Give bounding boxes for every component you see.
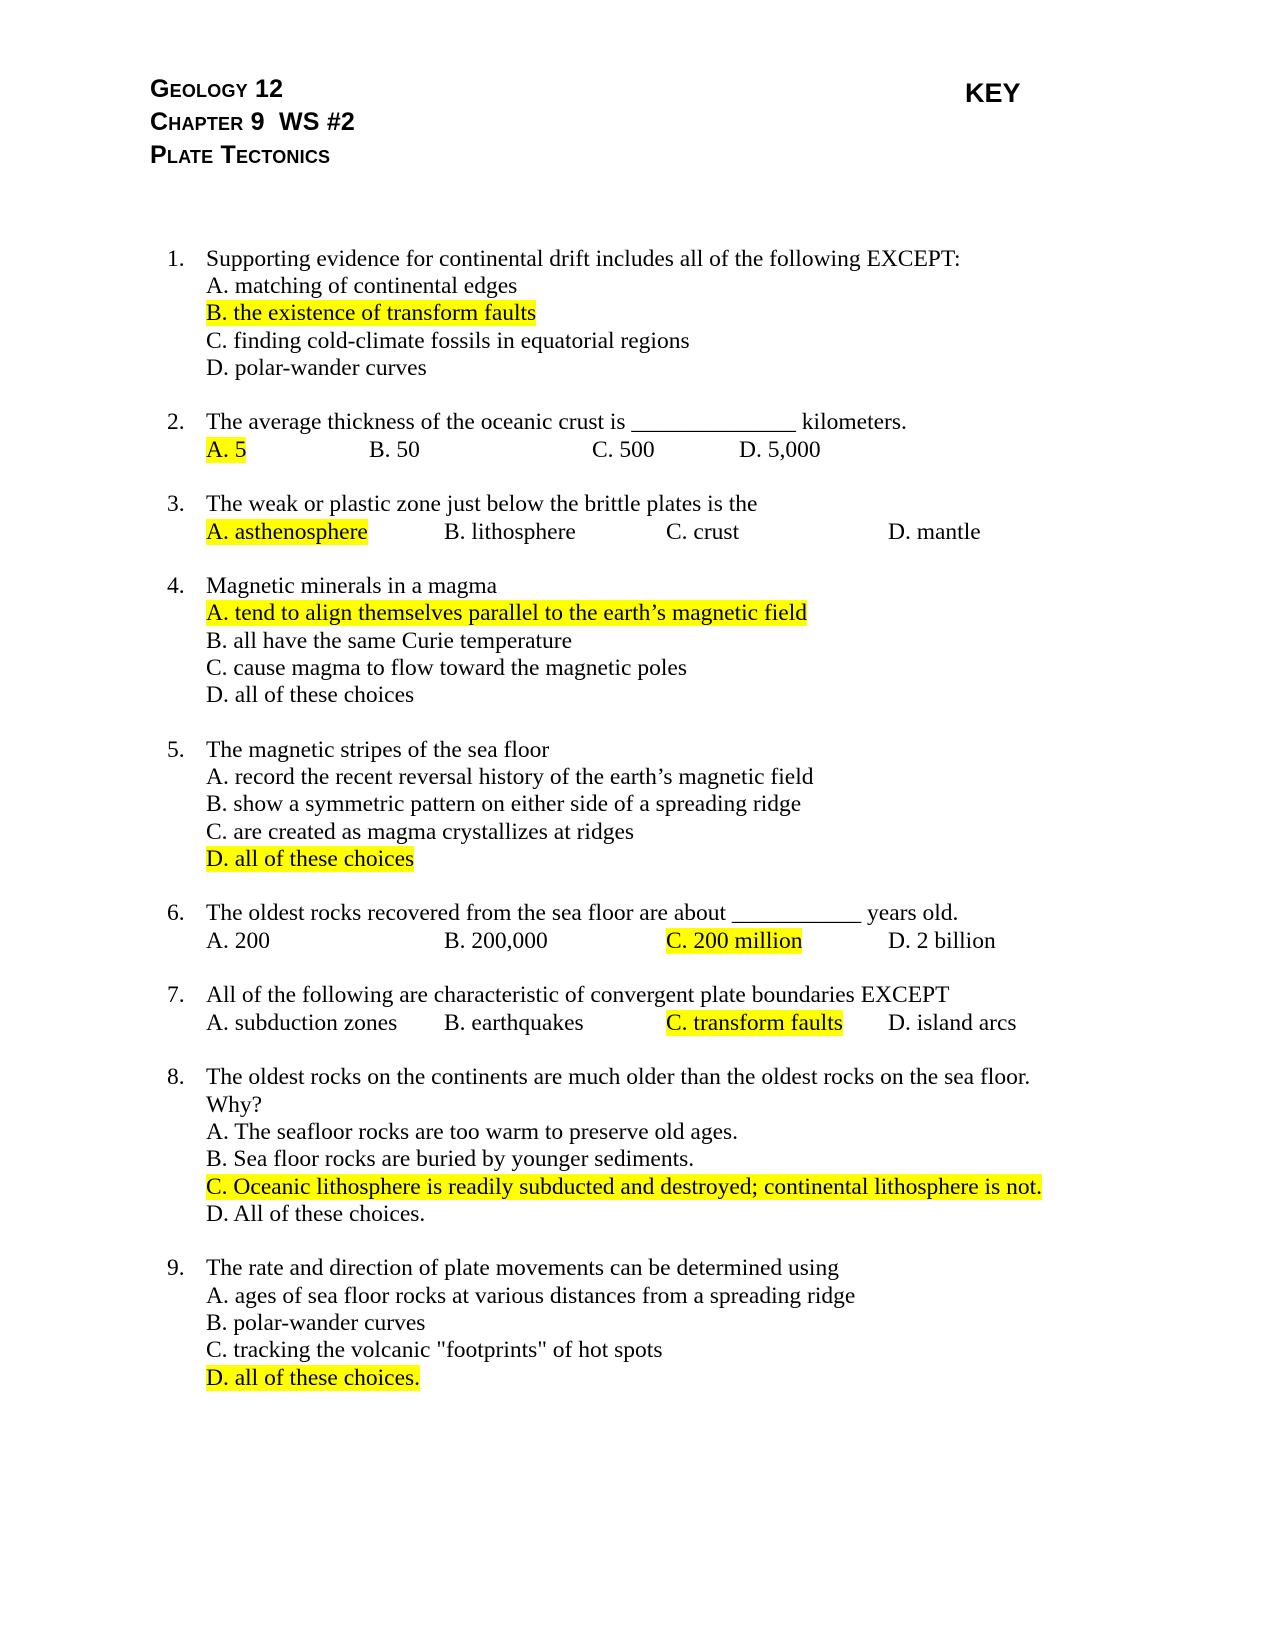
question-stem: The average thickness of the oceanic crust is ______________ kilometers. <box>206 409 907 435</box>
option-a: A. ages of sea floor rocks at various distances from a spreading ridge <box>206 1283 856 1309</box>
option-d: D. 5,000 <box>739 437 821 463</box>
option-a: A. subduction zones <box>206 1010 398 1036</box>
question-stem: The oldest rocks on the continents are much older than the oldest rocks on the sea floor. <box>206 1064 1031 1090</box>
option-a-correct: A. asthenosphere <box>206 519 368 545</box>
option-c: C. finding cold-climate fossils in equatorial regions <box>206 328 690 354</box>
question-number: 6. <box>167 900 185 926</box>
question-number: 3. <box>167 491 185 517</box>
question-stem: Magnetic minerals in a magma <box>206 573 498 599</box>
option-c: C. are created as magma crystallizes at ridges <box>206 819 635 845</box>
question-stem-continued: Why? <box>206 1092 263 1118</box>
question-stem: The rate and direction of plate movements can be determined using <box>206 1255 839 1281</box>
question-number: 8. <box>167 1064 185 1090</box>
question-number: 2. <box>167 409 185 435</box>
answer-key-label: KEY <box>965 78 1021 108</box>
option-d: D. polar-wander curves <box>206 355 427 381</box>
question-number: 4. <box>167 573 185 599</box>
option-b: B. Sea floor rocks are buried by younger sediments. <box>206 1146 695 1172</box>
option-b: B. show a symmetric pattern on either side of a spreading ridge <box>206 791 802 817</box>
option-d-correct: D. all of these choices <box>206 846 415 872</box>
option-d-correct: D. all of these choices. <box>206 1365 421 1391</box>
topic-title: Plate Tectonics <box>150 141 331 169</box>
question-stem: The oldest rocks recovered from the sea floor are about ___________ years old. <box>206 900 959 926</box>
chapter-label: Chapter 9 <box>150 108 265 136</box>
option-b: B. earthquakes <box>444 1010 584 1036</box>
option-b: B. 200,000 <box>444 928 548 954</box>
option-c: C. 500 <box>592 437 655 463</box>
option-c: C. tracking the volcanic "footprints" of hot spots <box>206 1337 663 1363</box>
question-stem: The weak or plastic zone just below the brittle plates is the <box>206 491 758 517</box>
worksheet-label: WS #2 <box>279 108 356 136</box>
option-a: A. The seafloor rocks are too warm to preserve old ages. <box>206 1119 739 1145</box>
option-b: B. 50 <box>369 437 420 463</box>
option-a: A. record the recent reversal history of the earth’s magnetic field <box>206 764 814 790</box>
chapter-line <box>150 110 355 135</box>
option-a: A. 200 <box>206 928 270 954</box>
question-number: 7. <box>167 982 185 1008</box>
option-b: B. all have the same Curie temperature <box>206 628 573 654</box>
option-b-correct: B. the existence of transform faults <box>206 300 537 326</box>
option-b: B. polar-wander curves <box>206 1310 426 1336</box>
option-c-correct: C. 200 million <box>666 928 803 954</box>
question-stem: Supporting evidence for continental drift includes all of the following EXCEPT: <box>206 246 961 272</box>
option-c: C. cause magma to flow toward the magnetic poles <box>206 655 687 681</box>
option-d: D. 2 billion <box>888 928 996 954</box>
option-c-correct: C. Oceanic lithosphere is readily subducted and destroyed; continental lithosphere is not. <box>206 1174 1042 1200</box>
option-c-correct: C. transform faults <box>666 1010 843 1036</box>
option-a-correct: A. 5 <box>206 437 247 463</box>
option-b: B. lithosphere <box>444 519 576 545</box>
question-number: 5. <box>167 737 185 763</box>
option-d: D. mantle <box>888 519 981 545</box>
option-d: D. All of these choices. <box>206 1201 426 1227</box>
option-a: A. matching of continental edges <box>206 273 518 299</box>
question-stem: All of the following are characteristic of convergent plate boundaries EXCEPT <box>206 982 950 1008</box>
question-number: 1. <box>167 246 185 272</box>
option-d: D. island arcs <box>888 1010 1017 1036</box>
option-a-correct: A. tend to align themselves parallel to the earth’s magnetic field <box>206 600 808 626</box>
course-title: Geology 12 <box>150 75 284 103</box>
option-c: C. crust <box>666 519 740 545</box>
option-d: D. all of these choices <box>206 682 415 708</box>
question-stem: The magnetic stripes of the sea floor <box>206 737 550 763</box>
question-number: 9. <box>167 1255 185 1281</box>
